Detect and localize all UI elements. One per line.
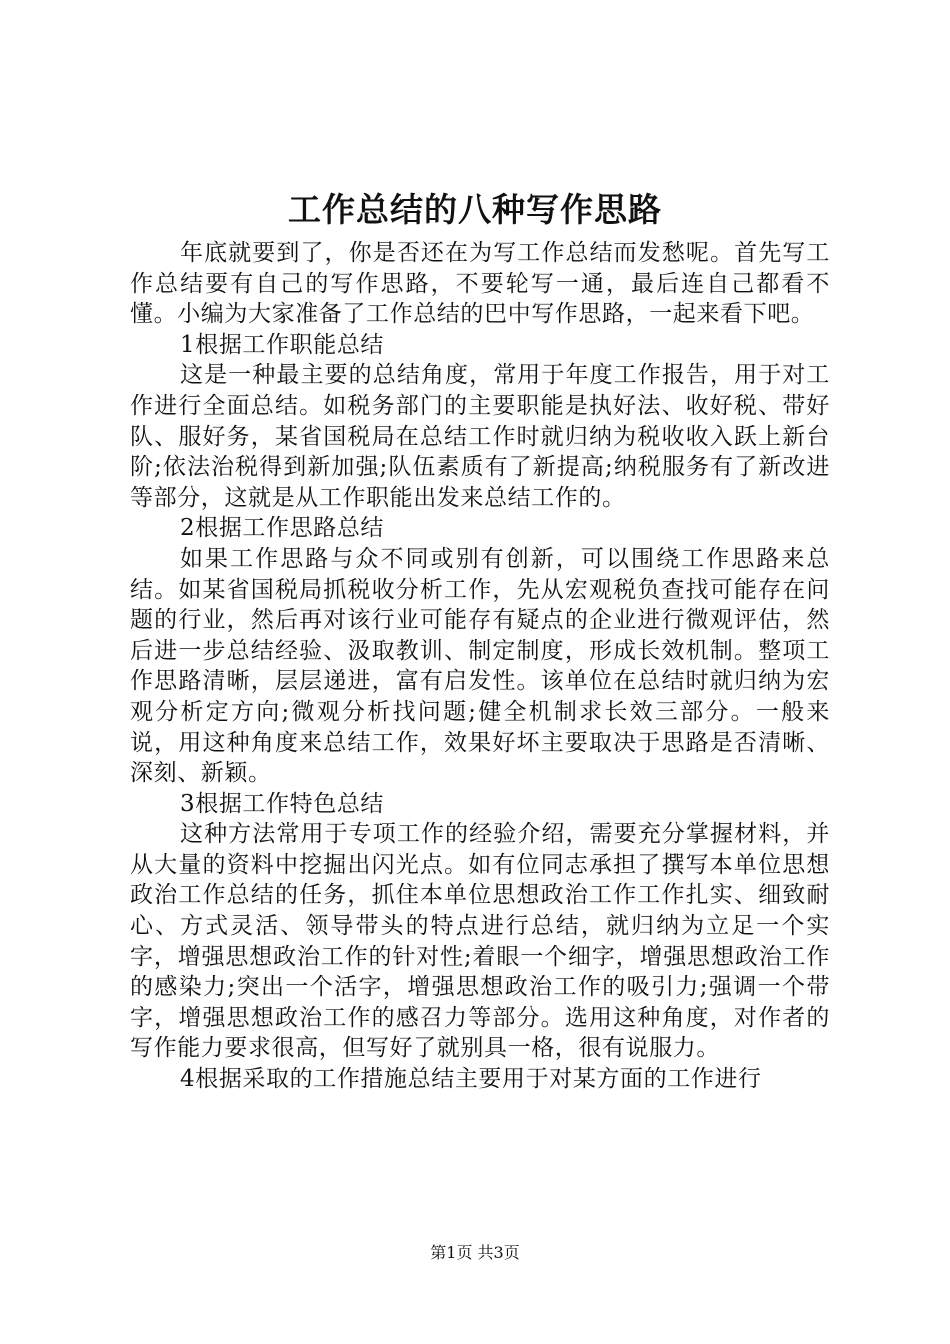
document-title: 工作总结的八种写作思路	[288, 190, 662, 229]
document-body	[130, 238, 830, 1095]
paragraph-section-2: 如果工作思路与众不同或别有创新，可以围绕工作思路来总结。如某省国税局抓税收分析工作，先从宏观税负查找可能存在问题的行业，然后再对该行业可能存有疑点的企业进行微观评估，然后进一步总结经验、汲取教训、制定制度，形成长效机制。整项工作思路清晰，层层递进，富有启发性。该单位在总结时就归纳为宏观分析定方向;微观分析找问题;健全机制求长效三部分。一般来说，用这种角度来总结工作，效果好坏主要取决于思路是否清晰、深刻、新颖。	[130, 545, 830, 787]
paragraph-section-3: 这种方法常用于专项工作的经验介绍，需要充分掌握材料，并从大量的资料中挖掘出闪光点。如有位同志承担了撰写本单位思想政治工作总结的任务，抓住本单位思想政治工作工作扎实、细致耐心、方式灵活、领导带头的特点进行总结，就归纳为立足一个实字，增强思想政治工作的针对性;着眼一个细字，增强思想政治工作的感染力;突出一个活字，增强思想政治工作的吸引力;强调一个带字，增强思想政治工作的感召力等部分。选用这种角度，对作者的写作能力要求很高，但写好了就别具一格，很有说服力。	[130, 821, 830, 1062]
paragraph-section-1: 这是一种最主要的总结角度，常用于年度工作报告，用于对工作进行全面总结。如税务部门的主要职能是执好法、收好税、带好队、服好务，某省国税局在总结工作时就归纳为税收收入跃上新台阶;依法治税得到新加强;队伍素质有了新提高;纳税服务有了新改进等部分，这就是从工作职能出发来总结工作的。	[130, 362, 830, 511]
section-heading-2: 2根据工作思路总结	[180, 515, 385, 542]
paragraph-section-4: 4根据采取的工作措施总结主要用于对某方面的工作进行	[180, 1066, 762, 1093]
paragraph-intro: 年底就要到了，你是否还在为写工作总结而发愁呢。首先写工作总结要有自己的写作思路，不要轮写一通，最后连自己都看不懂。小编为大家准备了工作总结的巴中写作思路，一起来看下吧。	[130, 240, 830, 328]
section-heading-3: 3根据工作特色总结	[180, 790, 385, 817]
section-heading-1: 1根据工作职能总结	[180, 331, 385, 358]
page-footer: 第1页 共3页	[430, 1243, 520, 1262]
